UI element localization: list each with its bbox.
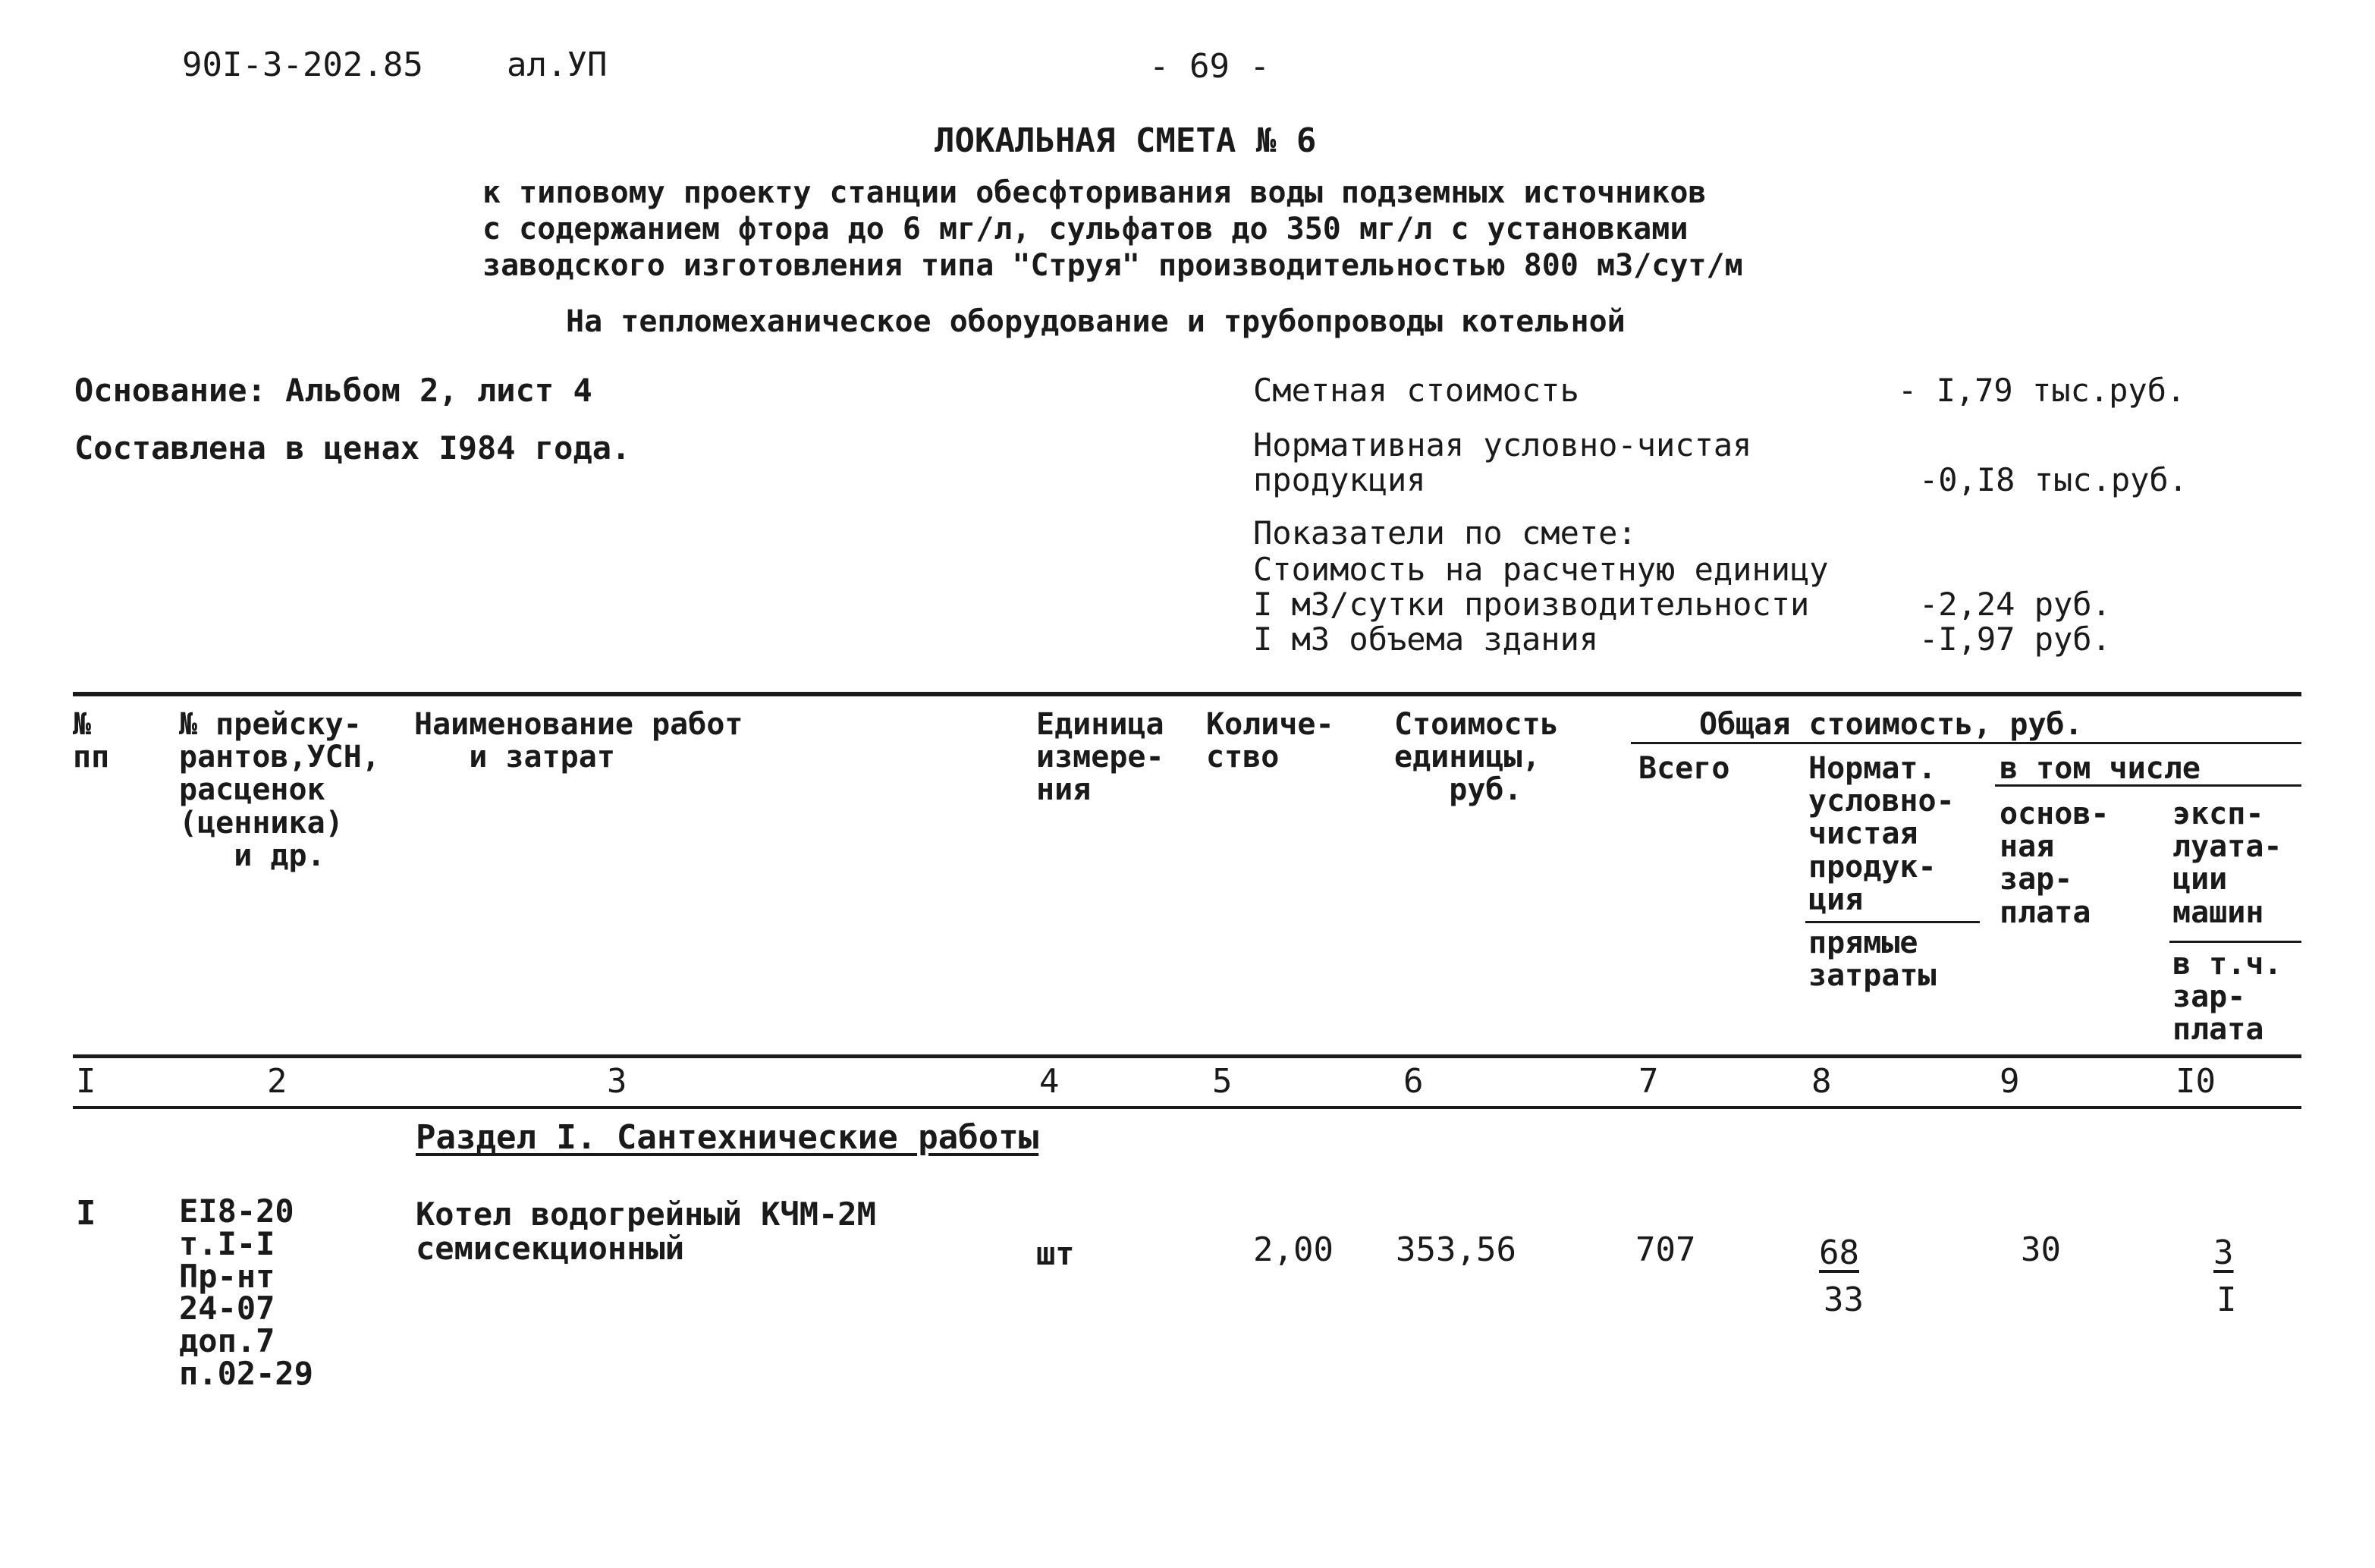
indicators-unit-cost: Стоимость на расчетную единицу <box>1253 551 1829 588</box>
header-direct-costs: прямые затраты <box>1808 925 1937 994</box>
header-price-list: № прейскy- рантов,УСН, расценок (ценника) и др. <box>179 707 380 873</box>
header-in-that: в том числе <box>2000 751 2201 786</box>
document-code: 90I-3-202.85 <box>182 46 423 84</box>
row-total: 707 <box>1635 1230 1696 1269</box>
row-number: I <box>76 1194 96 1233</box>
row-quantity: 2,00 <box>1253 1230 1334 1269</box>
net-product-divider <box>1805 921 1980 923</box>
row-unit-price: 353,56 <box>1396 1230 1516 1269</box>
indicator-capacity-value: -2,24 руб. <box>1919 586 2111 623</box>
numbers-rule <box>73 1106 2301 1109</box>
machines-divider <box>2169 941 2301 943</box>
header-total-cost-group: Общая стоимость, руб. <box>1699 707 2083 742</box>
album-label: ал.УП <box>507 46 608 84</box>
section-title: Раздел I. Сантехнические работы <box>416 1118 1039 1157</box>
row-machine-operation: 3 <box>2213 1233 2234 1272</box>
header-total: Всего <box>1638 751 1730 786</box>
header-bottom-rule <box>73 1054 2301 1058</box>
row-price-code: EI8-20 т.I-I Пр-нт 24-07 доп.7 п.02-29 <box>179 1192 314 1393</box>
indicator-capacity-label: I м3/сутки производительности <box>1253 586 1810 623</box>
column-number-6: 6 <box>1403 1062 1424 1101</box>
net-product-value: -0,I8 тыс.руб. <box>1919 461 2188 498</box>
column-number-1: I <box>76 1062 96 1101</box>
table-top-rule <box>73 692 2301 696</box>
estimate-title: ЛОКАЛЬНАЯ СМЕТА № 6 <box>935 121 1317 160</box>
row-machine-wage: I <box>2216 1280 2237 1319</box>
header-row-number: № пп <box>73 707 110 775</box>
net-product-label-2: продукция <box>1253 461 1426 498</box>
row-work-name: Котел водогрейный КЧМ-2М семисекционный <box>416 1196 876 1268</box>
header-unit-price: Стоимость единицы, руб. <box>1394 707 1559 808</box>
header-work-name: Наименование работ и затрат <box>414 707 743 775</box>
net-product-label-1: Нормативная условно-чистая <box>1253 426 1752 463</box>
indicator-volume-value: -I,97 руб. <box>1919 621 2111 658</box>
basis-line: Основание: Альбом 2, лист 4 <box>74 372 592 409</box>
row-basic-wage: 30 <box>2021 1230 2061 1269</box>
estimate-subject: На тепломеханическое оборудование и трубопроводы котельной <box>566 304 1626 339</box>
row-net-product: 68 <box>1819 1233 1859 1272</box>
column-number-5: 5 <box>1212 1062 1233 1101</box>
indicators-heading: Показатели по смете: <box>1253 514 1637 551</box>
estimated-cost-value: - I,79 тыс.руб. <box>1898 372 2186 409</box>
price-level-line: Составлена в ценах I984 года. <box>74 429 631 467</box>
row-direct-costs: 33 <box>1824 1280 1864 1319</box>
column-number-9: 9 <box>2000 1062 2020 1101</box>
group-header-rule <box>1631 742 2301 744</box>
column-number-8: 8 <box>1811 1062 1832 1101</box>
column-number-10: I0 <box>2176 1062 2216 1101</box>
header-machine-wage: в т.ч. зар- плата <box>2172 947 2282 1048</box>
column-number-3: 3 <box>607 1062 627 1101</box>
column-number-2: 2 <box>267 1062 287 1101</box>
column-number-7: 7 <box>1638 1062 1659 1101</box>
title-line-2: с содержанием фтора до 6 мг/л, сульфатов до 350 мг/л с установками <box>482 212 1689 247</box>
header-net-product: Нормат. условно- чистая продук- ция <box>1808 751 1955 917</box>
row-unit: шт <box>1036 1235 1075 1272</box>
title-line-1: к типовому проекту станции обесфторивания воды подземных источников <box>482 175 1707 210</box>
header-quantity: Количе- ство <box>1206 707 1334 775</box>
header-machine-operation: эксп- луата- ции машин <box>2172 797 2282 930</box>
page-number: - 69 - <box>1149 47 1270 86</box>
column-number-4: 4 <box>1039 1062 1060 1101</box>
header-unit: Единица измере- ния <box>1036 707 1164 808</box>
indicator-volume-label: I м3 объема здания <box>1253 621 1599 658</box>
header-basic-wage: основ- ная зар- плата <box>2000 797 2110 930</box>
estimated-cost-label: Сметная стоимость <box>1253 372 1579 409</box>
title-line-3: заводского изготовления типа "Струя" производительностью 800 м3/сут/м <box>482 248 1743 283</box>
